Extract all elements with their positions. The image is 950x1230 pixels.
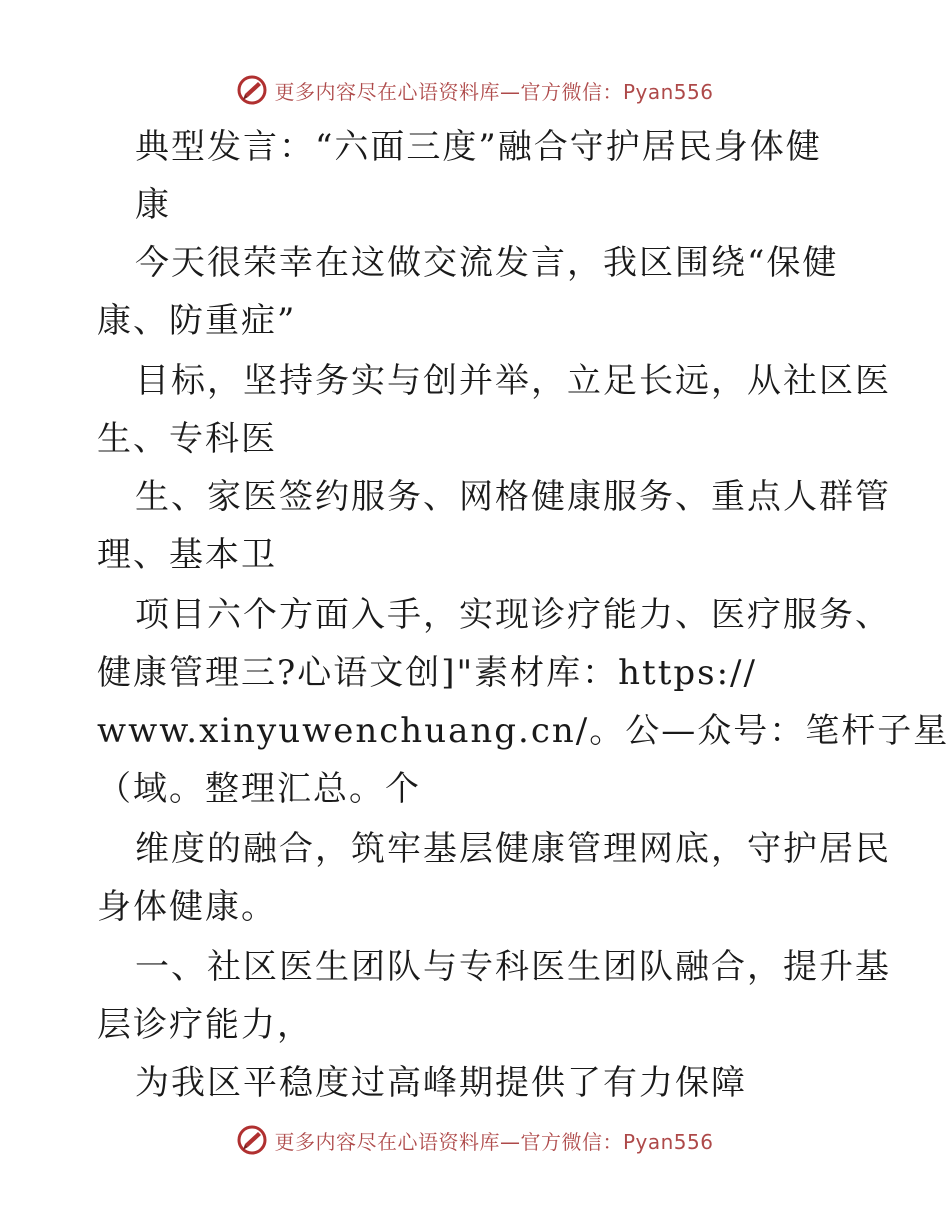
watermark-footer [0,1120,950,1160]
paragraph-line: 健康管理三?心语文创]"素材库：https:// [97,653,757,693]
paragraph-line: 今天很荣幸在这做交流发言，我区围绕“保健 [135,243,839,283]
watermark-text: 更多内容尽在心语资料库—官方微信：Pyan556 [274,79,714,104]
paragraph-line: 目标，坚持务实与创并举，立足长远，从社区医 [135,361,891,401]
section-heading-line: 一、社区医生团队与专科医生团队融合，提升基 [135,947,891,987]
paragraph-line: 生、家医签约服务、网格健康服务、重点人群管 [135,477,891,517]
paragraph-line: 康、防重症” [97,301,297,341]
paragraph-line: 生、专科医 [97,419,277,459]
doc-title-line-2: 康 [135,185,171,225]
section-heading-line: 层诊疗能力， [97,1005,313,1045]
paragraph-line: 项目六个方面入手，实现诊疗能力、医疗服务、 [135,595,891,635]
watermark-header [0,70,950,110]
paragraph-line: 为我区平稳度过高峰期提供了有力保障 [135,1063,747,1103]
paragraph-line: 身体健康。 [97,887,277,927]
paragraph-line: （域。整理汇总。个 [97,769,421,809]
paragraph-line: 维度的融合，筑牢基层健康管理网底，守护居民 [135,829,891,869]
brand-logo-icon [236,74,268,106]
paragraph-line: 理、基本卫 [97,535,277,575]
paragraph-line: www.xinyuwenchuang.cn/。公—众号：笔杆子星 [97,711,950,751]
brand-logo-icon [236,1124,268,1156]
watermark-text: 更多内容尽在心语资料库—官方微信：Pyan556 [274,1129,714,1154]
doc-title-line-1: 典型发言：“六面三度”融合守护居民身体健 [135,127,822,167]
